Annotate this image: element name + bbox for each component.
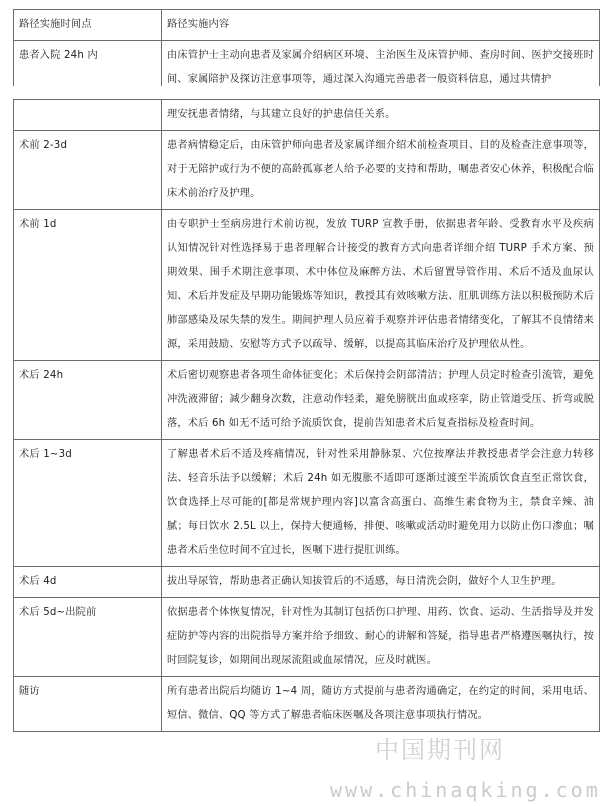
table-row [14, 567, 600, 598]
table-row [14, 100, 600, 131]
row-time-point: 术后 5d~出院前 [14, 598, 162, 677]
row-content: 了解患者术后不适及疼痛情况，针对性采用静脉泵、穴位按摩法并教授患者学会注意力转移法、轻音乐法予以缓解；术后 24h 如无腹胀不适即可逐渐过渡至半流质饮食直至正常饮食，饮食选择上尽可能的[都是常规护理内容]以富含高蛋白、高维生素食物为主，禁食辛辣、油腻；每日饮水 2.5L 以上，保持大便通畅，排便、咳嗽或活动时避免用力以防止伤口渗血；嘱患者术后坐位时间不宜过长，医嘱下进行提肛训练。 [162, 440, 600, 567]
row-content: 所有患者出院后均随访 1~4 周，随访方式提前与患者沟通确定，在约定的时间，采用电话、短信、微信、QQ 等方式了解患者临床医嘱及各项注意事项执行情况。 [162, 677, 600, 732]
row-time-point: 术前 2-3d [14, 131, 162, 210]
page-break-gap [0, 86, 605, 99]
pathway-table-part1 [13, 9, 600, 96]
row-content: 理安抚患者情绪，与其建立良好的护患信任关系。 [162, 100, 600, 131]
header-time-point: 路径实施时间点 [14, 10, 162, 41]
row-content: 拔出导尿管，帮助患者正确认知拔管后的不适感，每日清洗会阴，做好个人卫生护理。 [162, 567, 600, 598]
row-time-point [14, 100, 162, 131]
row-time-point: 患者入院 24h 内 [14, 41, 162, 96]
table-row [14, 677, 600, 732]
table-row [14, 598, 600, 677]
watermark-url: www.chinaqking.com [330, 778, 601, 802]
row-time-point: 术后 4d [14, 567, 162, 598]
row-content: 由专职护士至病房进行术前访视，发放 TURP 宣教手册，依据患者年龄、受教育水平及疾病认知情况针对性选择易于患者理解合计接受的教育方式向患者详细介绍 TURP 手术方案、预期效果、围手术期注意事项、术中体位及麻醉方法、术后留置导管作用、术后不适及血尿认知、术后并发症及早期功能锻炼等知识，教授其有效咳嗽方法、肛肌训练方法以积极预防术后肺部感染及尿失禁的发生。期间护理人员应着手观察并评估患者情绪变化，了解其不良情绪来源，采用鼓励、安慰等方式予以疏导、缓解，以提高其临床治疗及护理依从性。 [162, 210, 600, 361]
header-content: 路径实施内容 [162, 10, 600, 41]
row-time-point: 术后 24h [14, 361, 162, 440]
table-row [14, 210, 600, 361]
row-time-point: 术前 1d [14, 210, 162, 361]
row-content: 患者病情稳定后，由床管护师向患者及家属详细介绍术前检查项目、目的及检查注意事项等，对于无陪护或行为不便的高龄孤寡老人给予必要的支持和帮助，嘱患者安心休养，积极配合临床术前治疗及护理。 [162, 131, 600, 210]
row-content: 由床管护士主动向患者及家属介绍病区环境、主治医生及床管护师、查房时间、医护交接班时间、家属陪护及探访注意事项等，通过深入沟通完善患者一般资料信息，通过共情护 [162, 41, 600, 96]
table-row [14, 361, 600, 440]
pathway-table-part2 [13, 99, 600, 732]
table-header-row [14, 10, 600, 41]
row-content: 依据患者个体恢复情况，针对性为其制订包括伤口护理、用药、饮食、运动、生活指导及并发症防护等内容的出院指导方案并给予细致、耐心的讲解和答疑，指导患者严格遵医嘱执行，按时回院复诊，如期间出现尿流阻或血尿情况，应及时就医。 [162, 598, 600, 677]
row-time-point: 术后 1~3d [14, 440, 162, 567]
row-time-point: 随访 [14, 677, 162, 732]
row-content: 术后密切观察患者各项生命体征变化；术后保持会阴部清洁；护理人员定时检查引流管，避免冲洗液滞留；减少翻身次数，注意动作轻柔，避免膀胱出血或痉挛，防止管道受压、折弯或脱落，术后 6h 如无不适可给予流质饮食，提前告知患者术后复查指标及检查时间。 [162, 361, 600, 440]
watermark-chinese: 中国期刊网 [375, 736, 505, 764]
table-row [14, 131, 600, 210]
table-row [14, 440, 600, 567]
